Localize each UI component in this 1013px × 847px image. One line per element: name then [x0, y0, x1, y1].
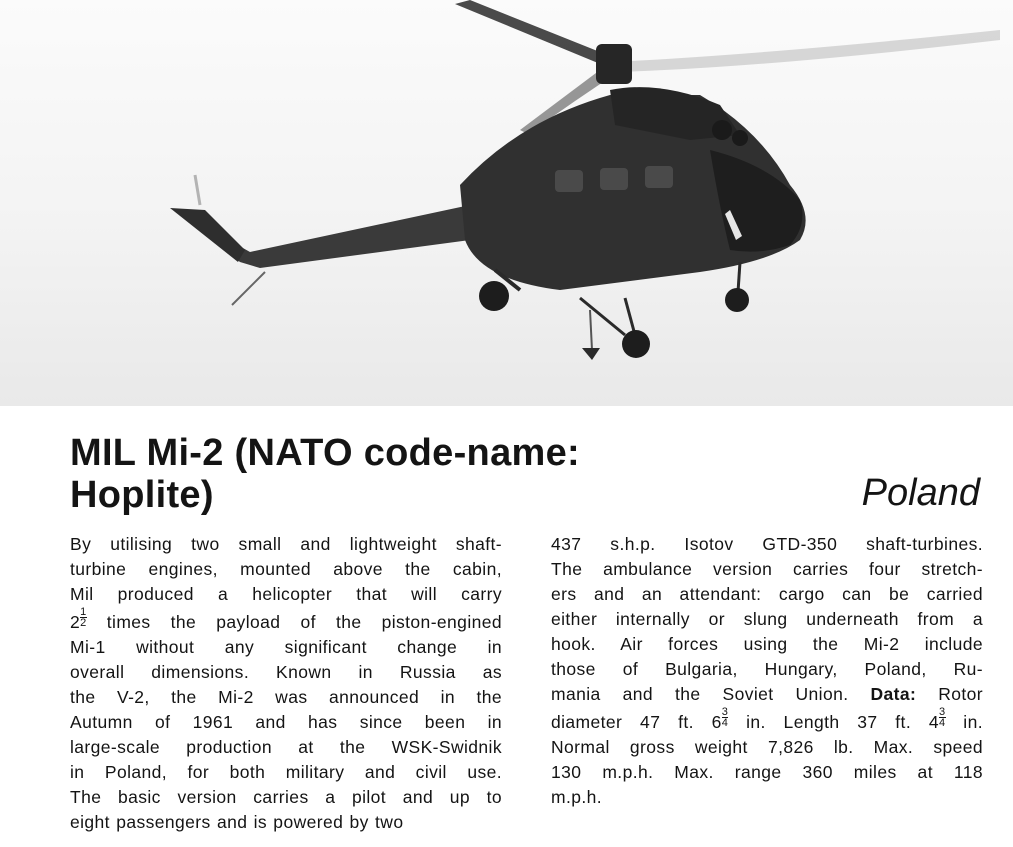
body-line-text: diameter 47 ft. [551, 712, 712, 732]
body-line: the V-2, the Mi-2 was announced in the [70, 687, 502, 707]
body-line: in Poland, for both military and civil use. [70, 762, 502, 782]
body-line-text: mania and the Soviet Union. [551, 684, 849, 704]
country-label: Poland [861, 472, 980, 514]
body-line-text: in. Length 37 ft. [728, 712, 929, 732]
body-line: turbine engines, mounted above the cabin, [70, 559, 502, 579]
body-line-text: times the payload of the piston-engined [86, 612, 502, 632]
body-line: 437 s.h.p. Isotov GTD-350 shaft-turbines. [551, 534, 983, 554]
body-line: those of Bulgaria, Hungary, Poland, Ru- [551, 659, 983, 679]
body-line: Autumn of 1961 and has since been in [70, 712, 502, 732]
fraction-whole: 4 [928, 712, 939, 732]
fraction-numerator: 3 [939, 706, 946, 718]
title-line-2: Hoplite) [70, 474, 214, 516]
title-line-1: MIL Mi-2 (NATO code-name: [70, 432, 580, 474]
body-column-left [70, 532, 502, 835]
article-title [70, 432, 790, 516]
body-line-data [551, 682, 983, 707]
fraction-numerator: 1 [80, 606, 87, 618]
body-line: ers and an attendant: cargo can be carried [551, 584, 983, 604]
body-line: Normal gross weight 7,826 lb. Max. speed [551, 737, 983, 757]
body-line: The ambulance version carries four stretch- [551, 559, 983, 579]
body-line: hook. Air forces using the Mi-2 include [551, 634, 983, 654]
body-column-right [551, 532, 983, 810]
body-line: either internally or slung underneath from a [551, 609, 983, 629]
body-line-text: in. [945, 712, 983, 732]
body-line-fraction [70, 607, 502, 635]
helicopter-illustration [0, 0, 1013, 406]
body-line: eight passengers and is powered by two [70, 812, 404, 832]
fraction-denominator: 2 [80, 617, 87, 629]
body-line-dimensions [551, 707, 983, 735]
data-label: Data: [870, 684, 917, 704]
body-line-text: Rotor [938, 684, 983, 704]
body-line: The basic version carries a pilot and up to [70, 787, 502, 807]
body-line: 130 m.p.h. Max. range 360 miles at 118 [551, 762, 983, 782]
body-line: large-scale production at the WSK-Swidnik [70, 737, 502, 757]
body-line: m.p.h. [551, 787, 603, 807]
body-line: Mil produced a helicopter that will carry [70, 584, 502, 604]
fraction-whole: 6 [711, 712, 722, 732]
helicopter-photo [0, 0, 1013, 406]
fraction-whole: 2 [70, 612, 81, 632]
fraction-denominator: 4 [939, 717, 946, 729]
fraction-numerator: 3 [721, 706, 729, 718]
body-line: Mi-1 without any significant change in [70, 637, 502, 657]
body-line: overall dimensions. Known in Russia as [70, 662, 502, 682]
fraction-denominator: 4 [721, 717, 729, 729]
body-line: By utilising two small and lightweight shaft- [70, 534, 502, 554]
